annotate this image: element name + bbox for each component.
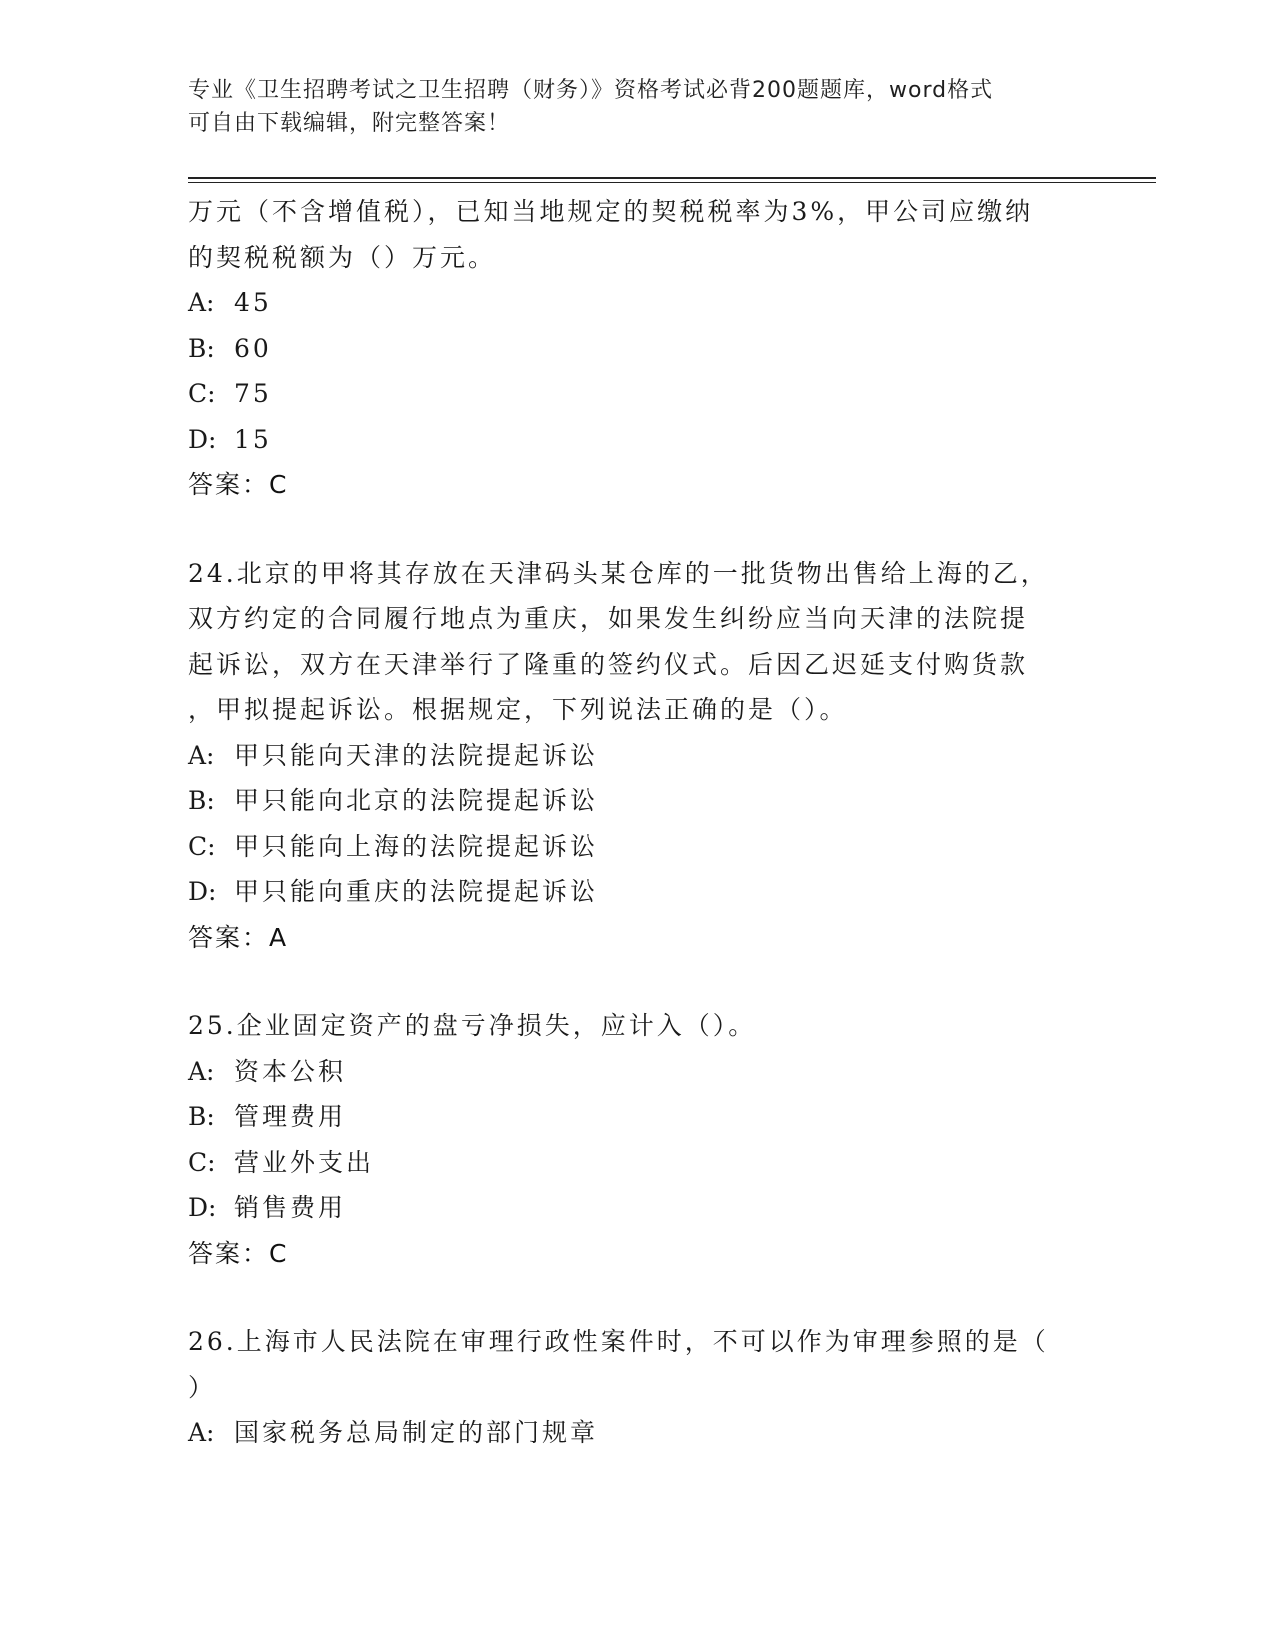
answer-line: 答案：C: [188, 470, 289, 499]
option-c: [188, 824, 1078, 870]
question-24: [188, 551, 1078, 961]
option-letter: A:: [188, 1056, 215, 1086]
question-text-line: ，甲拟提起诉讼。根据规定，下列说法正确的是（）。: [188, 695, 848, 724]
option-letter: A:: [188, 288, 215, 317]
option-letter: D:: [188, 424, 217, 454]
question-text-line: 起诉讼，双方在天津举行了隆重的签约仪式。后因乙迟延支付购货款: [188, 649, 1029, 679]
option-d: [188, 417, 1078, 463]
document-body: [188, 189, 1078, 1456]
option-text: 15: [234, 424, 272, 454]
option-b: [188, 778, 1078, 824]
option-text: 甲只能向天津的法院提起诉讼: [234, 740, 599, 770]
option-text: 国家税务总局制定的部门规章: [234, 1418, 599, 1447]
option-a: [188, 1410, 1078, 1456]
option-letter: D:: [188, 1193, 217, 1222]
option-letter: A:: [188, 740, 215, 770]
option-letter: A:: [188, 1418, 215, 1447]
page-header: [188, 74, 1068, 140]
header-line-2: 可自由下载编辑，附完整答案！: [188, 111, 511, 136]
option-text: 甲只能向重庆的法院提起诉讼: [234, 877, 599, 906]
question-text-line: 的契税税额为（）万元。: [188, 242, 497, 272]
option-b: [188, 1094, 1078, 1140]
option-text: 45: [234, 288, 272, 317]
question-text-line: 25.企业固定资产的盘亏净损失，应计入（）。: [188, 1011, 757, 1040]
option-d: [188, 1185, 1078, 1231]
option-text: 管理费用: [234, 1102, 347, 1131]
option-d: [188, 869, 1078, 915]
header-rule-thin: [188, 182, 1156, 183]
option-letter: B:: [188, 333, 215, 363]
option-text: 销售费用: [234, 1193, 347, 1222]
question-text-line: 26.上海市人民法院在审理行政性案件时，不可以作为审理参照的是（: [188, 1327, 1049, 1356]
option-letter: B:: [188, 1102, 215, 1131]
option-text: 60: [234, 333, 272, 363]
answer-line: 答案：C: [188, 1238, 289, 1268]
option-letter: C:: [188, 379, 216, 408]
header-line-1: 专业《卫生招聘考试之卫生招聘（财务）》资格考试必背200题题库，word格式: [188, 78, 994, 103]
option-text: 75: [234, 379, 272, 408]
option-letter: D:: [188, 877, 217, 906]
question-23-continuation: [188, 189, 1078, 508]
option-text: 甲只能向上海的法院提起诉讼: [234, 831, 599, 861]
option-c: [188, 371, 1078, 417]
option-a: [188, 280, 1078, 326]
header-rule-thick: [188, 177, 1156, 179]
option-letter: B:: [188, 786, 215, 815]
question-26: [188, 1319, 1078, 1456]
question-text-line: 万元（不含增值税），已知当地规定的契税税率为3%，甲公司应缴纳: [188, 197, 1034, 226]
option-text: 资本公积: [234, 1056, 347, 1086]
option-b: [188, 326, 1078, 372]
option-letter: C:: [188, 831, 216, 861]
option-letter: C:: [188, 1147, 216, 1177]
question-text-line: ）: [188, 1372, 217, 1402]
option-text: 营业外支出: [234, 1147, 375, 1177]
answer-line: 答案：A: [188, 922, 289, 952]
question-text-line: 双方约定的合同履行地点为重庆，如果发生纠纷应当向天津的法院提: [188, 604, 1029, 633]
option-c: [188, 1140, 1078, 1186]
question-25: [188, 1003, 1078, 1276]
option-text: 甲只能向北京的法院提起诉讼: [234, 786, 599, 815]
option-a: [188, 1049, 1078, 1095]
option-a: [188, 733, 1078, 779]
question-text-line: 24.北京的甲将其存放在天津码头某仓库的一批货物出售给上海的乙，: [188, 558, 1049, 588]
